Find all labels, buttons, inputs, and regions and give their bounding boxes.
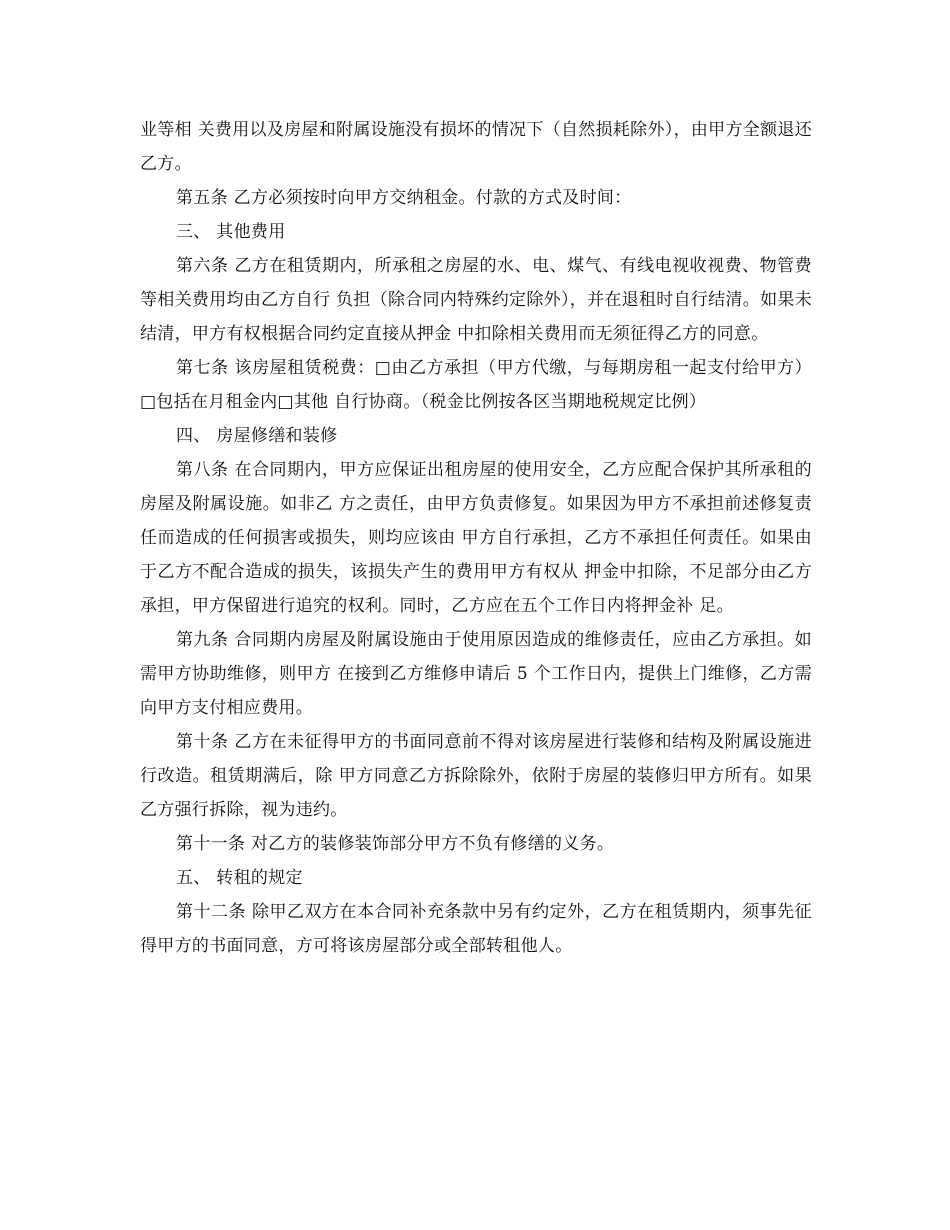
section-heading-sublease: 五、 转租的规定 [176,868,303,888]
article-7: 第七条 该房屋租赁税费：□由乙方承担（甲方代缴，与每期房租一起支付给甲方）□包括在月租金内□其他 自行协商。（税金比例按各区当期地税规定比例） [140,358,812,412]
section-heading-repairs: 四、 房屋修缮和装修 [176,426,338,446]
article-12: 第十二条 除甲乙双方在本合同补充条款中另有约定外，乙方在租赁期内，须事先征得甲方的书面同意，方可将该房屋部分或全部转租他人。 [140,902,812,956]
article-6: 第六条 乙方在租赁期内，所承租之房屋的水、电、煤气、有线电视收视费、物管费等相关费用均由乙方自行 负担（除合同内特殊约定除外），并在退租时自行结清。如果未结清，甲方有权根据合同约定直接从押金 中扣除相关费用而无须征得乙方的同意。 [140,256,812,344]
paragraph-continuation: 业等相 关费用以及房屋和附属设施没有损坏的情况下（自然损耗除外），由甲方全额退还乙方。 [140,120,812,174]
article-11: 第十一条 对乙方的装修装饰部分甲方不负有修缮的义务。 [176,834,615,854]
article-10: 第十条 乙方在未征得甲方的书面同意前不得对该房屋进行装修和结构及附属设施进行改造。租赁期满后，除 甲方同意乙方拆除除外，依附于房屋的装修归甲方所有。如果乙方强行拆除，视为违约。 [140,732,812,820]
article-5: 第五条 乙方必须按时向甲方交纳租金。付款的方式及时间： [176,188,632,208]
document-body [140,113,812,963]
article-8: 第八条 在合同期内，甲方应保证出租房屋的使用安全，乙方应配合保护其所承租的房屋及附属设施。如非乙 方之责任，由甲方负责修复。如果因为甲方不承担前述修复责任而造成的任何损害或损失，则均应该由 甲方自行承担，乙方不承担任何责任。如果由于乙方不配合造成的损失，该损失产生的费用甲方有权从 押金中扣除，不足部分由乙方承担，甲方保留进行追究的权利。同时，乙方应在五个工作日内将押金补 足。 [140,460,812,616]
article-9: 第九条 合同期内房屋及附属设施由于使用原因造成的维修责任，应由乙方承担。如需甲方协助维修，则甲方 在接到乙方维修申请后 5 个工作日内，提供上门维修，乙方需向甲方支付相应费用。 [140,630,812,718]
section-heading-other-fees: 三、 其他费用 [176,222,286,242]
